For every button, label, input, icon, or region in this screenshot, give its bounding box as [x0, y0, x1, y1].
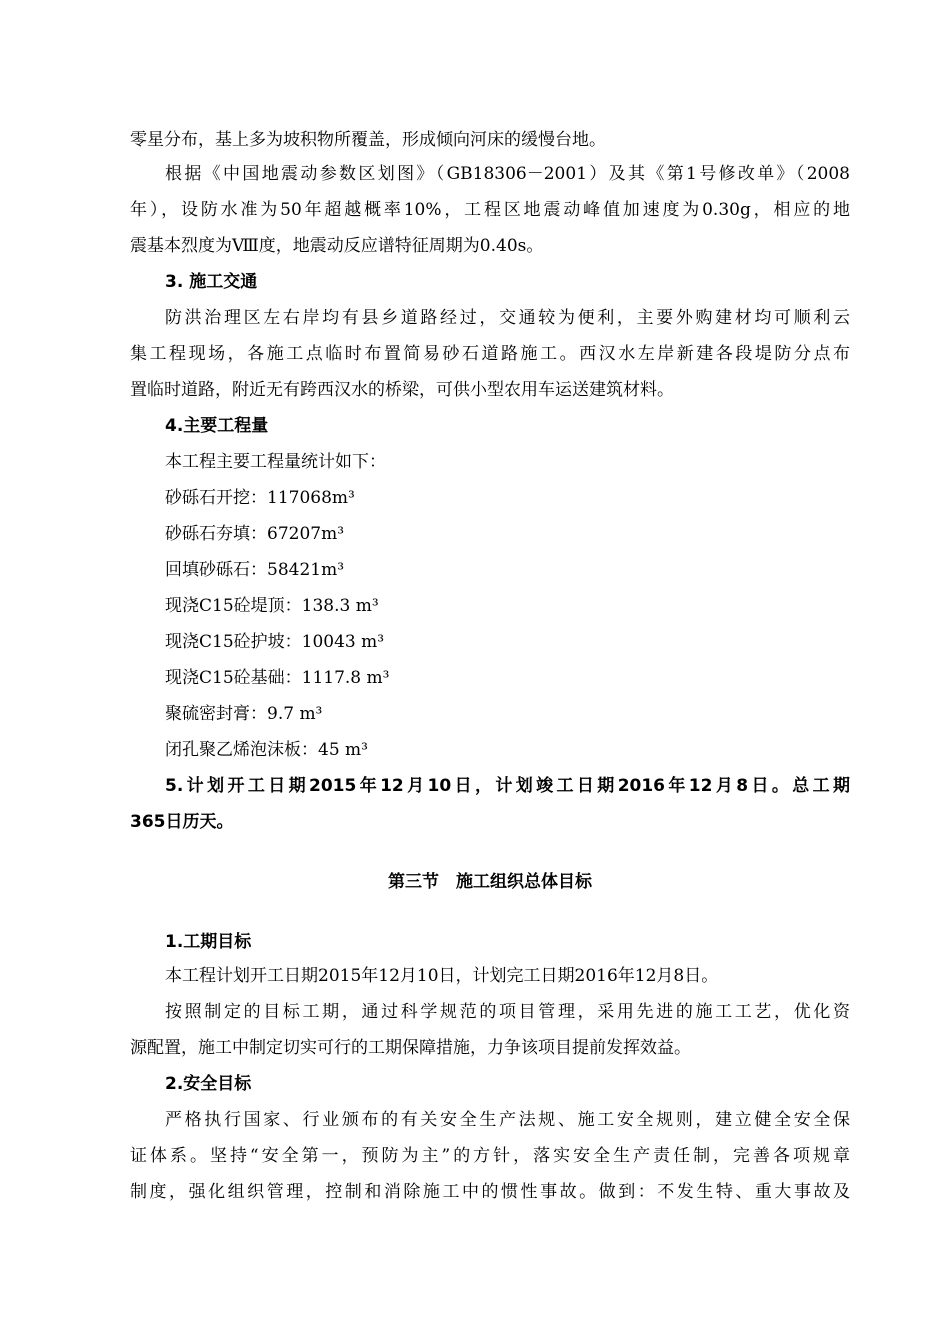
paragraph-line: 根据《中国地震动参数区划图》（GB18306－2001）及其《第1号修改单》（2008: [165, 164, 850, 184]
quantity-item: 砂砾石开挖：117068m³: [165, 488, 355, 508]
section-heading: 4.主要工程量: [165, 416, 269, 436]
quantity-item: 现浇C15砼基础：1117.8 m³: [165, 668, 390, 688]
section-heading: 1.工期目标: [165, 932, 252, 952]
paragraph-line: 防洪治理区左右岸均有县乡道路经过，交通较为便利，主要外购建材均可顺利云: [165, 308, 850, 328]
paragraph-line: 制度，强化组织管理，控制和消除施工中的惯性事故。做到：不发生特、重大事故及: [130, 1182, 850, 1202]
paragraph-line: 集工程现场，各施工点临时布置简易砂石道路施工。西汉水左岸新建各段堤防分点布: [130, 344, 850, 364]
quantity-item: 现浇C15砼护坡：10043 m³: [165, 632, 385, 652]
paragraph-line: 按照制定的目标工期，通过科学规范的项目管理，采用先进的施工工艺，优化资: [165, 1002, 850, 1022]
paragraph-line: 严格执行国家、行业颁布的有关安全生产法规、施工安全规则，建立健全安全保: [165, 1110, 850, 1130]
section-heading: 2.安全目标: [165, 1074, 252, 1094]
quantity-item: 闭孔聚乙烯泡沫板：45 m³: [165, 740, 368, 760]
section-heading: 3. 施工交通: [165, 272, 258, 292]
quantity-item: 聚硫密封膏：9.7 m³: [165, 704, 323, 724]
schedule-heading: 365日历天。: [130, 812, 234, 832]
paragraph-line: 零星分布，基上多为坡积物所覆盖，形成倾向河床的缓慢台地。: [130, 130, 606, 150]
paragraph-line: 置临时道路，附近无有跨西汉水的桥梁，可供小型农用车运送建筑材料。: [130, 380, 674, 400]
paragraph-line: 震基本烈度为Ⅷ度，地震动反应谱特征周期为0.40s。: [130, 236, 544, 256]
section-title: 第三节 施工组织总体目标: [388, 872, 592, 892]
quantity-item: 砂砾石夯填：67207m³: [165, 524, 345, 544]
quantity-item: 回填砂砾石：58421m³: [165, 560, 345, 580]
paragraph-line: 本工程计划开工日期2015年12月10日，计划完工日期2016年12月8日。: [165, 966, 719, 986]
paragraph-line: 源配置，施工中制定切实可行的工期保障措施，力争该项目提前发挥效益。: [130, 1038, 691, 1058]
quantity-item: 现浇C15砼堤顶：138.3 m³: [165, 596, 379, 616]
schedule-heading: 5.计划开工日期2015年12月10日，计划竣工日期2016年12月8日。总工期: [165, 776, 850, 796]
paragraph-line: 年），设防水准为50年超越概率10%，工程区地震动峰值加速度为0.30g，相应的地: [130, 200, 850, 220]
paragraph-line: 本工程主要工程量统计如下：: [165, 452, 386, 472]
paragraph-line: 证体系。坚持“安全第一，预防为主”的方针，落实安全生产责任制，完善各项规章: [130, 1146, 850, 1166]
